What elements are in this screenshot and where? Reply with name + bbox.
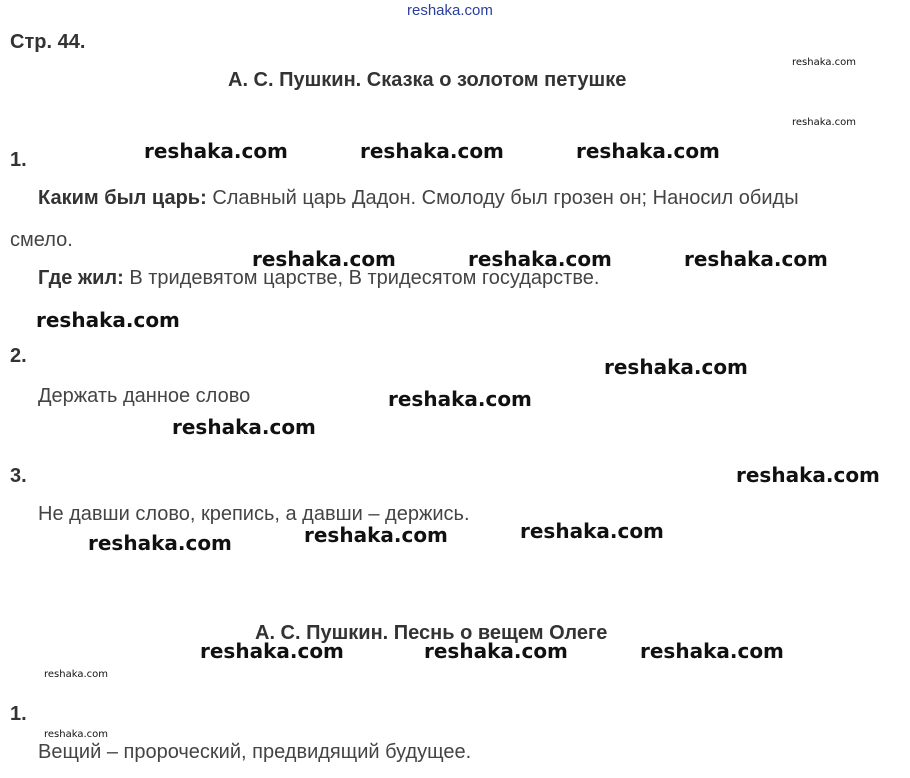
- watermark: reshaka.com: [640, 639, 784, 663]
- question-number: 1.: [10, 703, 27, 725]
- section-title-oleg-song: А. С. Пушкин. Песнь о вещем Олеге: [255, 622, 608, 644]
- answer-definition: Вещий – пророческий, предвидящий будущее.: [38, 741, 472, 763]
- watermark: reshaka.com: [576, 139, 720, 163]
- answer-keep-word: Держать данное слово: [38, 385, 251, 407]
- watermark: reshaka.com: [360, 139, 504, 163]
- watermark: reshaka.com: [388, 387, 532, 411]
- watermark: reshaka.com: [44, 669, 108, 680]
- question-number: 2.: [10, 345, 27, 367]
- watermark: reshaka.com: [44, 729, 108, 740]
- watermark: reshaka.com: [252, 247, 396, 271]
- answer-text: Славный царь Дадон. Смолоду был грозен он; Наносил обиды: [206, 187, 799, 209]
- watermark: reshaka.com: [684, 247, 828, 271]
- answer-continuation: смело.: [10, 229, 73, 251]
- watermark: reshaka.com: [604, 355, 748, 379]
- watermark: reshaka.com: [304, 523, 448, 547]
- watermark: reshaka.com: [88, 531, 232, 555]
- watermark: reshaka.com: [736, 463, 880, 487]
- watermark: reshaka.com: [36, 308, 180, 332]
- watermark: reshaka.com: [520, 519, 664, 543]
- answer-text: В тридевятом царстве, В тридесятом государстве.: [123, 267, 600, 289]
- question-number: 3.: [10, 465, 27, 487]
- watermark: reshaka.com: [424, 639, 568, 663]
- answer-tsar-description: [38, 187, 799, 210]
- watermark: reshaka.com: [200, 639, 344, 663]
- watermark: reshaka.com: [468, 247, 612, 271]
- answer-label: Каким был царь:: [38, 187, 207, 209]
- watermark: reshaka.com: [144, 139, 288, 163]
- watermark: reshaka.com: [172, 415, 316, 439]
- question-number: 1.: [10, 149, 27, 171]
- watermark: reshaka.com: [792, 57, 856, 68]
- section-title-golden-cockerel: А. С. Пушкин. Сказка о золотом петушке: [228, 69, 627, 91]
- page-label: Стр. 44.: [10, 31, 86, 53]
- answer-label: Где жил:: [38, 267, 124, 289]
- watermark: reshaka.com: [792, 117, 856, 128]
- watermark-top: reshaka.com: [407, 2, 493, 19]
- answer-proverb: Не давши слово, крепись, а давши – держись.: [38, 503, 470, 525]
